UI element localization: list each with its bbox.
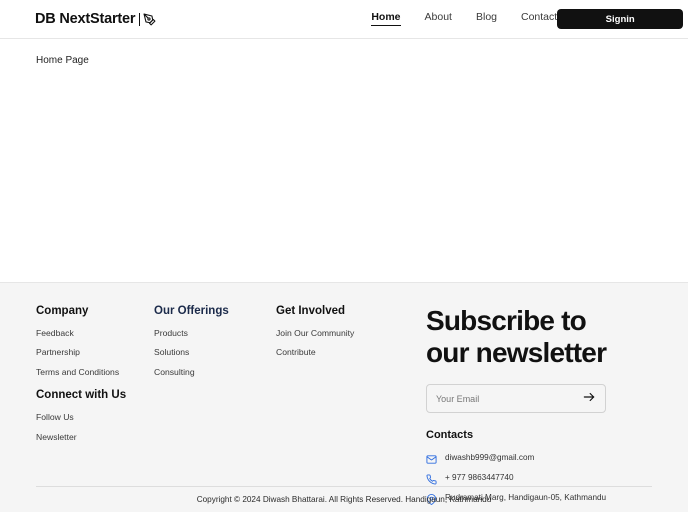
signin-button[interactable]: Signin bbox=[557, 9, 683, 29]
footer-link-products[interactable]: Products bbox=[154, 327, 188, 338]
primary-nav bbox=[371, 12, 557, 27]
footer-link-join-community[interactable]: Join Our Community bbox=[276, 327, 355, 338]
footer-grid bbox=[36, 305, 652, 512]
footer-link-consulting[interactable]: Consulting bbox=[154, 367, 195, 378]
phone-icon bbox=[426, 472, 437, 483]
footer-column-title-get-involved: Get Involved bbox=[276, 304, 346, 317]
newsletter-submit-button[interactable] bbox=[582, 390, 596, 407]
footer-link-partnership[interactable]: Partnership bbox=[36, 347, 80, 358]
footer-link-newsletter[interactable]: Newsletter bbox=[36, 431, 77, 442]
brand-logo[interactable] bbox=[35, 11, 156, 27]
footer-column-offerings bbox=[154, 305, 276, 389]
newsletter-input-row[interactable] bbox=[426, 384, 606, 413]
footer-column-title: Company bbox=[36, 304, 89, 317]
copyright-text: Copyright © 2024 Diwash Bhattarai. All Rights Reserved. Handigaun, Kathmandu bbox=[196, 495, 492, 504]
contact-row-email[interactable] bbox=[426, 452, 652, 463]
footer-column-title-connect: Connect with Us bbox=[36, 388, 127, 401]
footer-subblock-connect bbox=[36, 389, 154, 442]
header-actions bbox=[557, 9, 688, 29]
nav-item-contact[interactable]: Contact bbox=[521, 11, 558, 24]
footer-link-terms[interactable]: Terms and Conditions bbox=[36, 367, 120, 378]
email-input[interactable] bbox=[436, 394, 582, 404]
nav-item-blog[interactable]: Blog bbox=[475, 11, 497, 24]
contact-email-text: diwashb999@gmail.com bbox=[445, 453, 535, 462]
arrow-right-icon bbox=[582, 390, 596, 407]
footer-column-company bbox=[36, 305, 154, 453]
nav-item-about[interactable]: About bbox=[424, 11, 452, 24]
contact-phone-text: + 977 9863447740 bbox=[445, 473, 514, 482]
footer-link-contribute[interactable]: Contribute bbox=[276, 347, 316, 358]
contact-row-phone[interactable] bbox=[426, 472, 652, 483]
newsletter-section bbox=[398, 305, 652, 512]
footer-link-feedback[interactable]: Feedback bbox=[36, 327, 74, 338]
nav-item-home[interactable]: Home bbox=[371, 12, 400, 27]
newsletter-heading-line2: our newsletter bbox=[426, 337, 607, 369]
main-content bbox=[0, 39, 688, 282]
footer-column-title-offerings: Our Offerings bbox=[154, 304, 229, 317]
page-title: Home Page bbox=[36, 55, 89, 66]
contacts-title: Contacts bbox=[426, 429, 474, 441]
footer-column-get-involved bbox=[276, 305, 398, 369]
contact-address-text: Rudramati Marg, Handigaun-05, Kathmandu bbox=[445, 493, 607, 502]
newsletter-heading bbox=[426, 305, 652, 371]
brand-name: DB NextStarter bbox=[35, 11, 136, 27]
footer-link-solutions[interactable]: Solutions bbox=[154, 347, 190, 358]
footer-link-follow-us[interactable]: Follow Us bbox=[36, 411, 74, 422]
site-header bbox=[0, 0, 688, 39]
mail-icon bbox=[426, 452, 437, 463]
footer-bottom-bar bbox=[36, 486, 652, 512]
newsletter-heading-line1: Subscribe to bbox=[426, 304, 586, 336]
pen-nib-icon bbox=[143, 13, 156, 26]
site-footer bbox=[0, 282, 688, 512]
brand-cursor-icon bbox=[139, 13, 140, 26]
